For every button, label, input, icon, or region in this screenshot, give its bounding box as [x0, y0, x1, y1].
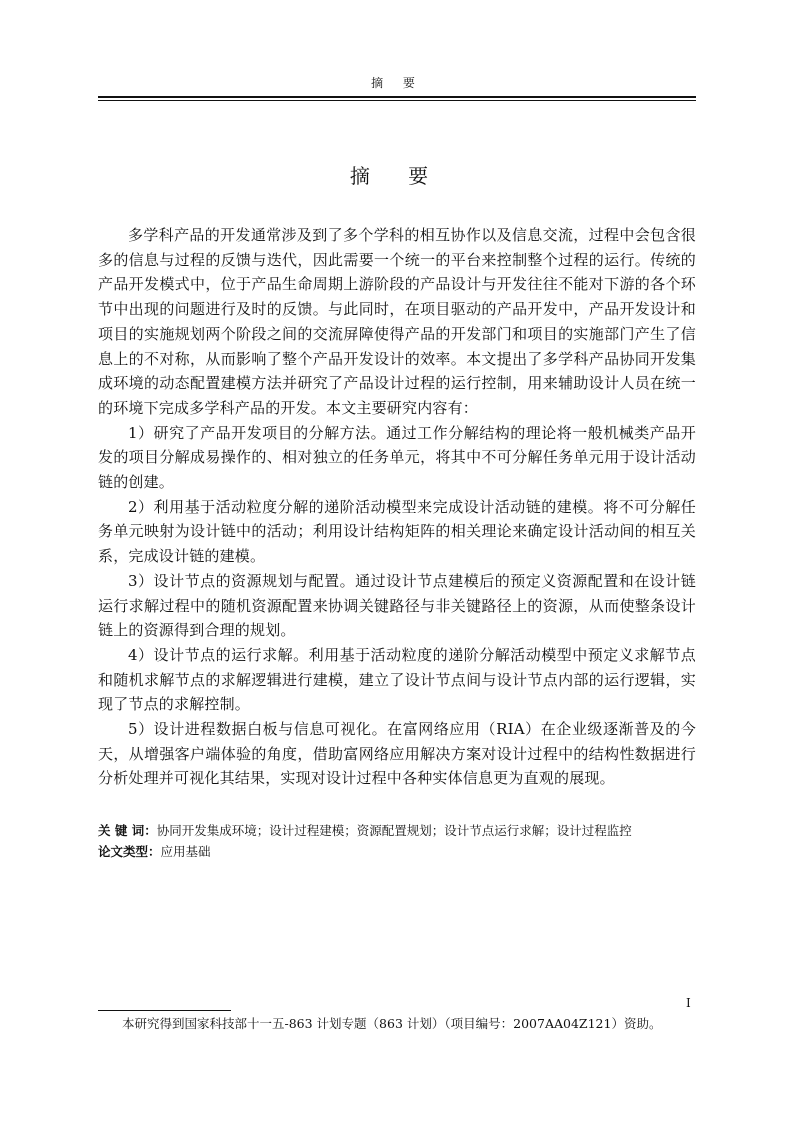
header-rule-thick: [98, 96, 696, 98]
footnote-rule: [98, 1010, 231, 1011]
abstract-paragraph-item-3: 3）设计节点的资源规划与配置。通过设计节点建模后的预定义资源配置和在设计链运行求解过程中的随机资源配置来协调关键路径与非关键路径上的资源，从而使整条设计链上的资源得到合理的规划。: [98, 571, 696, 640]
abstract-paragraph-item-2: 2）利用基于活动粒度分解的递阶活动模型来完成设计活动链的建模。将不可分解任务单元映射为设计链中的活动；利用设计结构矩阵的相关理论来确定设计活动间的相互关系，完成设计链的建模。: [98, 497, 696, 566]
abstract-paragraph-item-4: 4）设计节点的运行求解。利用基于活动粒度的递阶分解活动模型中预定义求解节点和随机求解节点的求解逻辑进行建模，建立了设计节点间与设计节点内部的运行逻辑，实现了节点的求解控制。: [98, 645, 696, 714]
keywords-block: [98, 820, 696, 862]
abstract-paragraph-intro: 多学科产品的开发通常涉及到了多个学科的相互协作以及信息交流，过程中会包含很多的信息与过程的反馈与迭代，因此需要一个统一的平台来控制整个过程的运行。传统的产品开发模式中，位于产品生命周期上游阶段的产品设计与开发往往不能对下游的各个环节中出现的问题进行及时的反馈。与此同时，在项目驱动的产品开发中，产品开发设计和项目的实施规划两个阶段之间的交流屏障使得产品的开发部门和项目的实施部门产生了信息上的不对称，从而影响了整个产品开发设计的效率。本文提出了多学科产品协同开发集成环境的动态配置建模方法并研究了产品设计过程的运行控制，用来辅助设计人员在统一的环境下完成多学科产品的开发。本文主要研究内容有：: [98, 226, 696, 417]
abstract-paragraph-item-5: 5）设计进程数据白板与信息可视化。在富网络应用（RIA）在企业级逐渐普及的今天，从增强客户端体验的角度，借助富网络应用解决方案对设计过程中的结构性数据进行分析处理并可视化其结果，实现对设计过程中各种实体信息更为直观的展现。: [98, 720, 696, 788]
running-header: 摘 要: [371, 76, 423, 90]
paper-type-text: 应用基础: [160, 844, 211, 859]
paper-type-label: 论文类型：: [98, 844, 161, 859]
abstract-paragraph-item-1: 1）研究了产品开发项目的分解方法。通过工作分解结构的理论将一般机械类产品开发的项目分解成易操作的、相对独立的任务单元，将其中不可分解任务单元用于设计活动链的创建。: [98, 423, 696, 492]
keywords-line: [98, 820, 696, 841]
paper-type-line: [98, 841, 696, 862]
page-number: I: [686, 996, 691, 1010]
header-rule-thin: [98, 100, 696, 101]
keywords-text: 协同开发集成环境；设计过程建模；资源配置规划；设计节点运行求解；设计过程监控: [156, 823, 632, 838]
keywords-label: 关 键 词：: [98, 823, 157, 838]
footnote: 本研究得到国家科技部十一五-863 计划专题（863 计划）（项目编号：2007AA04Z121）资助。: [122, 1016, 662, 1031]
page-title: 摘 要: [349, 164, 445, 188]
abstract-body: [98, 223, 696, 791]
